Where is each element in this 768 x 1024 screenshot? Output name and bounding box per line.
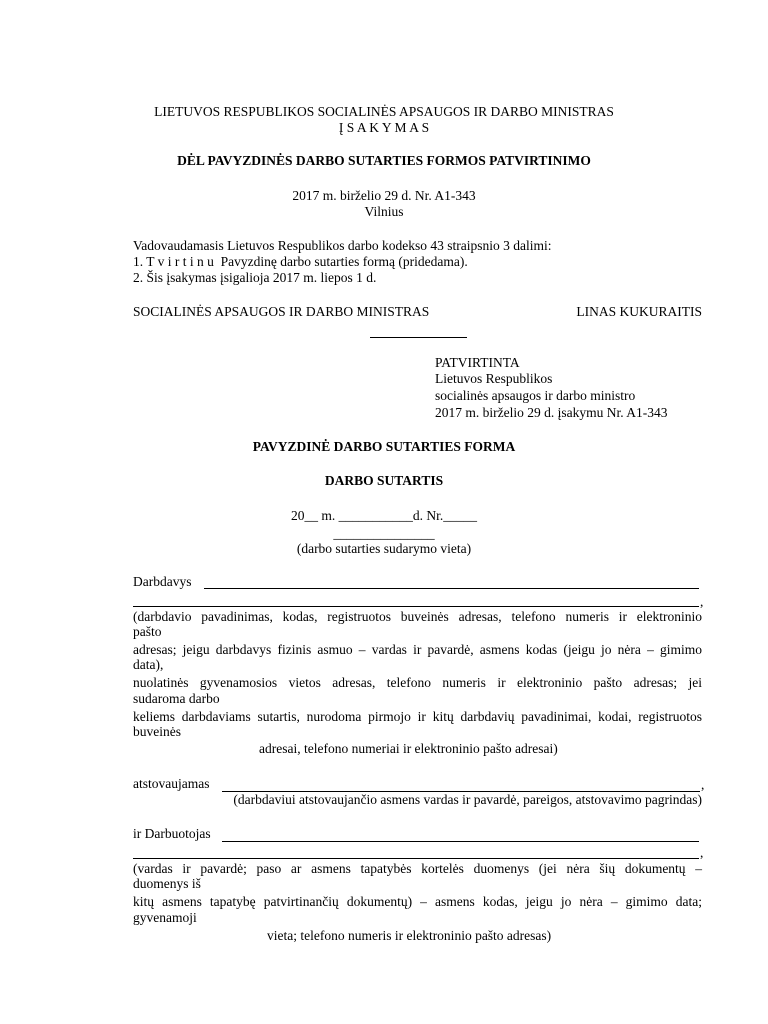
employee-field-line-2 xyxy=(133,858,699,859)
separator-line xyxy=(370,337,467,338)
signatory-position: SOCIALINĖS APSAUGOS IR DARBO MINISTRAS xyxy=(133,304,430,319)
employer-field-line-2 xyxy=(133,606,699,607)
employer-note-line-1: (darbdavio pavadinimas, kodas, registruotos buveinės adresas, telefono numeris ir elektroninio xyxy=(133,609,702,624)
contract-date-number: 20__ m. ___________d. Nr._____ xyxy=(290,508,477,523)
employer-note-line-4: data), xyxy=(133,657,164,672)
signatory-name: LINAS KUKURAITIS xyxy=(576,304,702,319)
contract-place-line: _______________ xyxy=(333,526,435,541)
form-title: PAVYZDINĖ DARBO SUTARTIES FORMA xyxy=(252,439,516,454)
representative-note: (darbdaviui atstovaujančio asmens vardas ir pavardė, pareigos, atstovavimo pagrindas) xyxy=(233,792,702,807)
order-place: Vilnius xyxy=(364,204,404,219)
employer-note-line-3: adresas; jeigu darbdavys fizinis asmuo – vardas ir pavardė, asmens kodas (jeigu jo nėra – gimimo xyxy=(133,642,702,657)
employer-field-line-1 xyxy=(204,588,699,589)
approval-line-3: socialinės apsaugos ir darbo ministro xyxy=(435,388,636,403)
employee-comma: , xyxy=(700,845,704,860)
contract-title: DARBO SUTARTIS xyxy=(324,473,444,488)
employee-note-line-4: gyvenamoji xyxy=(133,910,197,925)
order-intro: Vadovaudamasis Lietuvos Respublikos darbo kodekso 43 straipsnio 3 dalimi: xyxy=(133,238,552,253)
representative-label: atstovaujamas xyxy=(133,776,210,791)
order-title: DĖL PAVYZDINĖS DARBO SUTARTIES FORMOS PATVIRTINIMO xyxy=(177,153,591,168)
employer-note-line-2: pašto xyxy=(133,624,162,639)
order-item-2: 2. Šis įsakymas įsigalioja 2017 m. liepos 1 d. xyxy=(133,270,377,285)
item-1-number: 1. xyxy=(133,254,144,269)
employee-note-line-1: (vardas ir pavardė; paso ar asmens tapatybės kortelės duomenys (jei nėra šių dokumentų – xyxy=(133,861,702,876)
approval-line-1: PATVIRTINTA xyxy=(435,355,520,370)
order-item-1 xyxy=(133,254,468,270)
contract-place-caption: (darbo sutarties sudarymo vieta) xyxy=(296,541,472,556)
employer-note-line-5: nuolatinės gyvenamosios vietos adresas, telefono numeris ir elektroninio pašto adresas; jei xyxy=(133,675,702,690)
item-1-text: Pavyzdinę darbo sutarties formą (pridedama). xyxy=(220,254,468,269)
approval-line-2: Lietuvos Respublikos xyxy=(435,371,553,386)
employer-label: Darbdavys xyxy=(133,574,192,589)
approval-line-4: 2017 m. birželio 29 d. įsakymu Nr. A1-343 xyxy=(435,405,668,420)
employee-field-line-1 xyxy=(222,841,699,842)
order-word: Į S A K Y M A S xyxy=(338,120,430,135)
employee-note-line-2: duomenys iš xyxy=(133,876,201,891)
order-date-number: 2017 m. birželio 29 d. Nr. A1-343 xyxy=(292,188,476,203)
employer-note-line-8: buveinės xyxy=(133,724,181,739)
item-1-keyword: T v i r t i n u xyxy=(146,254,214,269)
employer-note-line-6: sudaroma darbo xyxy=(133,691,220,706)
employer-note-line-7: keliems darbdaviams sutartis, nurodoma pirmojo ir kitų darbdavių pavadinimai, kodai, registruotos xyxy=(133,709,702,724)
ministry-heading: LIETUVOS RESPUBLIKOS SOCIALINĖS APSAUGOS IR DARBO MINISTRAS xyxy=(154,104,614,119)
employer-note-line-9: adresai, telefono numeriai ir elektroninio pašto adresai) xyxy=(259,741,558,756)
employee-note-line-3: kitų asmens tapatybę patvirtinančių dokumentų) – asmens kodas, jeigu jo nėra – gimimo data; xyxy=(133,894,702,909)
employer-comma: , xyxy=(700,594,704,609)
employee-label: ir Darbuotojas xyxy=(133,826,211,841)
employee-note-line-5: vieta; telefono numeris ir elektroninio pašto adresas) xyxy=(267,928,552,943)
representative-comma: , xyxy=(701,777,705,792)
